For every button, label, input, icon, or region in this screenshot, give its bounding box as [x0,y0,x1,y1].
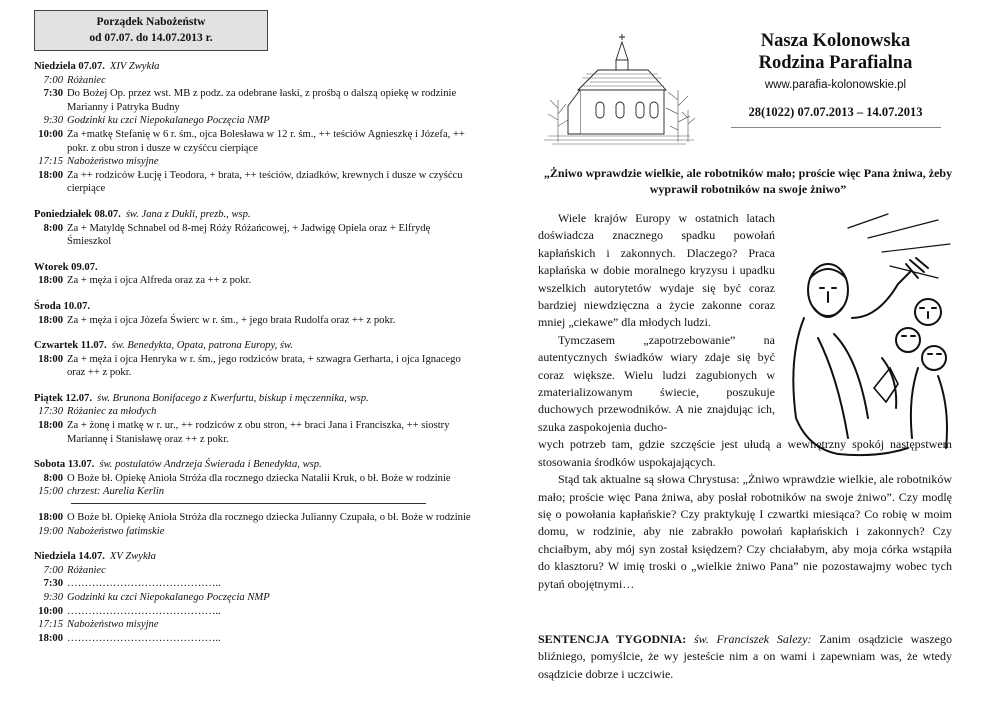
paper-title-line1: Nasza Kolonowska [760,31,911,51]
mass-time: 7:30 [43,88,63,100]
day-name: Niedziela 07.07. [34,61,105,72]
mass-time: 19:00 [38,525,63,537]
mass-entry [34,222,474,249]
mass-intention: Za ++ rodziców Łucję i Teodora, + brata, ++ teściów, dziadków, krewnych i dusze w czyśćcu cierpiące [67,169,463,195]
mass-entry [34,485,474,499]
mass-time: 8:00 [43,472,63,484]
mass-intention: Różaniec [67,74,106,86]
mass-time: 9:30 [43,592,63,603]
day-name: Wtorek 09.07. [34,261,98,273]
mass-time: 18:00 [38,314,63,326]
mass-entry [34,618,474,632]
mass-entry [34,74,474,88]
mass-intention: …………………………………….. [67,605,221,617]
mass-entry [34,472,474,486]
day-liturgical-note: św. Benedykta, Opata, patrona Europy, św. [111,340,293,352]
schedule-day [34,550,474,645]
header-block [719,30,952,128]
mass-time: 15:00 [38,486,63,498]
mass-intention: O Boże bł. Opiekę Anioła Stróża dla rocznego dziecka Julianny Czupała, o bł. Boże w rodzinie [67,512,471,524]
day-heading [34,60,474,74]
article-paragraph-1: Wiele krajów Europy w ostatnich latach doświadcza znacznego spadku powołań kapłańskich i zakonnych. Dlaczego? Praca kapłańska w dobie moralnego kryzysu i upadku wszelkich autorytetów wydaje się być coraz bardziej niewdzięczna a życie zakonne coraz mniej „ciekawe” dla młodych ludzi. [538,211,775,330]
mass-time: 18:00 [38,169,63,181]
day-heading [34,392,474,406]
mass-time: 18:00 [38,275,63,287]
day-name: Sobota 13.07. [34,459,95,471]
day-heading [34,339,474,353]
mass-intention: …………………………………….. [67,632,221,644]
mass-entry [34,353,474,380]
sentence-of-week [538,631,952,683]
day-name: Czwartek 11.07. [34,340,107,352]
mass-intention: Za + Matyldę Schnabel od 8-mej Róży Różańcowej, + Jadwigę Opiela oraz + Elfrydę Śmieszkol [67,222,431,248]
mass-time: 10:00 [38,128,63,140]
article-heading-quote: „Żniwo wprawdzie wielkie, ale robotników mało; proście więc Pana żniwa, żeby wyprawił robotników na swoje żniwo” [543,166,953,196]
mass-intention: Za + męża i ojca Alfreda oraz za ++ z pokr. [67,275,252,287]
day-name: Piątek 12.07. [34,392,92,404]
mass-entry [34,577,474,591]
mass-entry [34,605,474,619]
paper-title-line2: Rodzina Parafialna [758,53,913,73]
header-divider [731,127,941,128]
schedule-day [34,339,474,380]
day-liturgical-note: św. Jana z Dukli, prezb., wsp. [125,208,251,220]
mass-time: 7:30 [43,578,63,590]
mass-intention: Różaniec za młodych [67,406,157,418]
sentence-label: SENTENCJA TYGODNIA: [538,632,687,646]
issue-number: 28(1022) 07.07.2013 – 14.07.2013 [748,105,923,119]
mass-entry [34,419,474,446]
mass-intention: …………………………………….. [67,578,221,590]
schedule-day [34,392,474,446]
schedule-title-box [34,10,268,51]
day-name: Środa 10.07. [34,300,91,312]
mass-time: 9:30 [43,115,63,127]
mass-intention: Za +matkę Stefanię w 6 r. śm., ojca Bolesława w 12 r. śm., ++ teściów Agnieszkę i Józefa, ++ pokr. z obu stron i dusze w czyśćcu cierpiące [67,128,465,154]
article-paragraph-2a: Tymczasem „zapotrzebowanie” na autentycznych świadków wiary zdaje się być coraz większe. Wielu ludzi zagubionych w zmaterializowanym świecie, poszukuje duchowych przewodników. A nie znajdując ich, szuka zaspokojenia ducho- [538,332,775,434]
mass-entry [34,405,474,419]
mass-intention: Nabożeństwo fatimskie [67,525,165,537]
day-liturgical-note: XV Zwykła [109,551,156,563]
mass-intention: Za + męża i ojca Henryka w r. śm., jego rodziców brata, + szwagra Gerharta, i ojca Ignacego oraz ++ z pokr. [67,353,461,379]
church-illustration [538,30,698,150]
mass-time: 17:30 [38,406,63,418]
day-heading [34,261,474,275]
mass-schedule [34,10,474,645]
mass-intention: Nabożeństwo misyjne [67,619,159,631]
day-heading [34,458,474,472]
day-heading [34,300,474,314]
mass-entry [34,274,474,288]
day-heading [34,208,474,222]
schedule-dates: od 07.07. do 14.07.2013 r. [89,32,213,44]
parish-url[interactable]: www.parafia-kolonowskie.pl [764,79,907,91]
schedule-day [34,208,474,249]
mass-entry [34,87,474,114]
mass-intention: Różaniec [67,564,106,576]
mass-intention: chrzest: Aurelia Kerlin [67,486,165,498]
mass-intention: O Boże bł. Opiekę Anioła Stróża dla rocznego dziecka Natalii Kruk, o bł. Boże w rodzinie [67,472,451,484]
mass-entry [34,525,474,539]
mass-time: 8:00 [43,222,63,234]
mass-intention: Za + żonę i matkę w r. ur., ++ rodziców z obu stron, ++ braci Jana i Franciszka, ++ siostry Mariannę i Stanisławę oraz ++ z pokr. [67,420,450,445]
schedule-day [34,60,474,196]
sentence-author: św. Franciszek Salezy: [693,632,812,646]
day-name: Niedziela 14.07. [34,551,105,563]
schedule-day [34,458,474,538]
schedule-days [34,60,474,645]
mass-entry [34,564,474,578]
separator-line [71,503,426,504]
day-liturgical-note: św. postulatów Andrzeja Świerada i Benedykta, wsp. [99,459,322,471]
mass-intention: Nabożeństwo misyjne [67,156,159,168]
mass-time: 18:00 [38,353,63,365]
article-paragraph-2b: wych potrzeb tam, gdzie szczęście jest ułudą a wewnętrzny spokój następstwem stosowania środków uspokajających. [538,437,952,469]
schedule-day [34,261,474,288]
mass-intention: Godzinki ku czci Niepokalanego Poczęcia NMP [67,115,270,127]
mass-time: 17:15 [38,619,63,631]
mass-entry [34,155,474,169]
day-name: Poniedziałek 08.07. [34,208,121,220]
sentence-text: Zanim osądzicie waszego bliźniego, pomyślcie, że wy jesteście nim a on wami i zapewniam was, że wtedy osądzicie dobrze i uczciwie. [538,632,952,681]
day-heading [34,550,474,564]
mass-time: 18:00 [38,632,63,644]
mass-intention: Godzinki ku czci Niepokalanego Poczęcia NMP [67,592,270,603]
mass-entry [34,169,474,196]
mass-intention: Za + męża i ojca Józefa Świerc w r. śm., + jego brata Rudolfa oraz ++ z pokr. [67,314,396,326]
schedule-day [34,300,474,327]
mass-time: 10:00 [38,605,63,617]
mass-time: 7:00 [43,564,63,576]
mass-entry [34,511,474,525]
day-liturgical-note: św. Brunona Bonifacego z Kwerfurtu, biskup i męczennika, wsp. [96,392,369,404]
mass-time: 18:00 [38,420,63,432]
mass-entry [34,591,474,605]
article-paragraph-3: Stąd tak aktualne są słowa Chrystusa: „Żniwo wprawdzie wielkie, ale robotników mało; proście więc Pana żniwa, aby posłał robotników na swoje żniwo”. Czy modlę się o powołania kapłańskie? Czy praktykuję I czwartki miesiąca? Co robię w moim domu, w rodzinie, aby nie zabrakło powołań kapłańskich i zakonnych? Czy chciałbym, aby mój syn został księdzem? Czy chciałabym, aby moja córka wstąpiła do klasztoru? W imię troski o „wielkie żniwo Pana” nie pozostawajmy wobec tych pytań obojętnymi… [538,472,952,591]
article-body [538,210,952,593]
day-liturgical-note: XIV Zwykła [109,61,160,72]
mass-time: 7:00 [43,74,63,86]
mass-entry [34,114,474,128]
mass-intention: Do Bożej Op. przez wst. MB z podz. za odebrane łaski, z prośbą o dalszą opiekę w rodzinie Marianny i Patryka Budny [67,88,457,113]
mass-entry [34,632,474,646]
mass-time: 18:00 [38,512,63,524]
mass-time: 17:15 [38,156,63,168]
mass-entry [34,128,474,155]
mass-entry [34,314,474,328]
schedule-title: Porządek Nabożeństw [96,16,206,28]
